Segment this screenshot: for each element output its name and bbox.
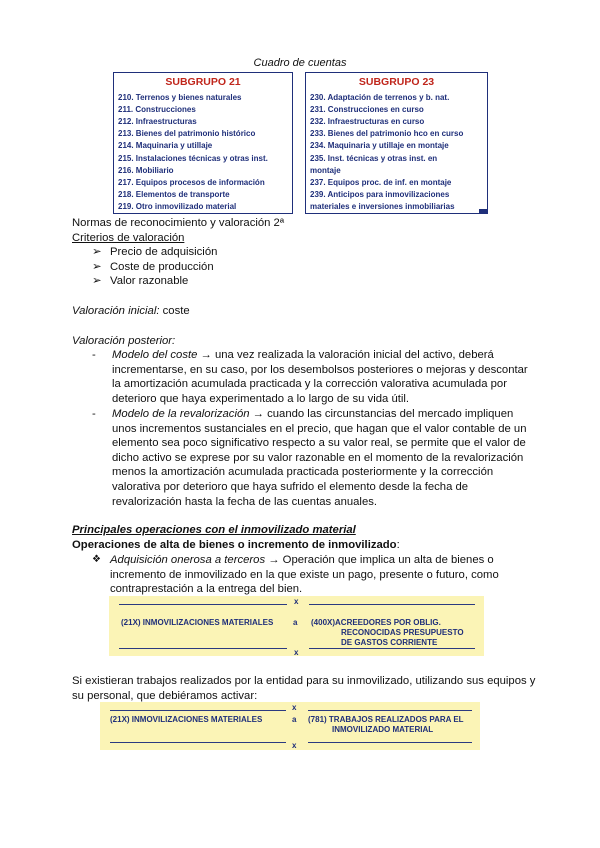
entry-credit-account: DE GASTOS CORRIENTE — [341, 638, 438, 647]
cost-model-line: la amortización acumulada practicada y la corrección valorativa acumulada por — [112, 378, 507, 391]
entry-rule — [308, 710, 472, 711]
subgroup-23-box — [305, 72, 488, 214]
cost-model-paragraph — [112, 348, 532, 406]
entry-x-mark: x — [292, 703, 297, 712]
account-item: montaje — [310, 165, 341, 175]
account-item: 212. Infraestructuras — [118, 117, 197, 126]
subgroup-23-heading: SUBGRUPO 23 — [358, 76, 435, 88]
entry-credit-account: RECONOCIDAS PRESUPUESTO — [341, 628, 464, 637]
entry-x-mark: x — [294, 648, 299, 657]
main-operations-heading: Principales operaciones con el inmovilizado material — [72, 524, 356, 536]
account-item: 218. Elementos de transporte — [118, 190, 230, 200]
initial-valuation-value: coste — [159, 305, 190, 317]
account-item: 215. Instalaciones técnicas y otras inst. — [118, 153, 268, 163]
account-item: 230. Adaptación de terrenos y b. nat. — [310, 92, 450, 102]
entry-rule — [309, 648, 475, 649]
onerous-line: → Operación que implica un alta de bienes o — [265, 554, 494, 566]
entry-debit-account: (21X) INMOVILIZACIONES MATERIALES — [110, 715, 263, 724]
account-item: materiales e inversiones inmobiliarias — [310, 202, 455, 212]
journal-entry-2 — [100, 702, 480, 750]
entry-rule — [119, 648, 287, 649]
account-item: 231. Construcciones en curso — [310, 104, 424, 114]
arrow-bullet-icon: ➢ — [92, 275, 102, 287]
account-item: 216. Mobiliario — [118, 165, 174, 175]
entry-debit-account: (21X) INMOVILIZACIONES MATERIALES — [121, 618, 274, 627]
onerous-line: contraprestación a la entrega del bien. — [110, 583, 303, 596]
criteria-item: Coste de producción — [110, 261, 214, 273]
entry-connector: a — [293, 618, 298, 627]
revaluation-model-line: menos la amortización acumulada practicada posteriormente y la corrección — [112, 466, 494, 479]
account-item: 232. Infraestructuras en curso — [310, 117, 425, 126]
entry-x-mark: x — [292, 741, 297, 750]
own-work-line: Si existieran trabajos realizados por la entidad para su inmovilizado, utilizando sus equipos y — [72, 675, 536, 687]
cost-model-line: incrementarse, en su caso, por los desembolsos posteriores o mejoras y descontar — [112, 363, 528, 376]
arrow-bullet-icon: ➢ — [92, 261, 102, 273]
revaluation-model-line: → cuando las circunstancias del mercado impliquen — [249, 408, 514, 420]
criteria-item: Precio de adquisición — [110, 246, 218, 258]
entry-rule — [119, 604, 287, 605]
cost-model-line: deterioro que haya experimentado a lo largo de su vida útil. — [112, 392, 410, 405]
account-item: 237. Equipos proc. de inf. en montaje — [310, 178, 452, 188]
initial-valuation-label: Valoración inicial: — [72, 305, 160, 317]
subgroup-21-heading: SUBGRUPO 21 — [165, 76, 241, 88]
account-item: 210. Terrenos y bienes naturales — [118, 92, 242, 102]
dash-bullet: - — [92, 408, 96, 420]
entry-credit-account: INMOVILIZADO MATERIAL — [332, 725, 434, 734]
account-item: 219. Otro inmovilizado material — [118, 202, 237, 212]
revaluation-model-label: Modelo de la revalorización — [112, 408, 250, 420]
box-corner-mark — [479, 209, 488, 214]
own-work-paragraph — [72, 674, 542, 703]
entry-rule — [110, 710, 286, 711]
account-item: 213. Bienes del patrimonio histórico — [118, 129, 256, 139]
account-item: 214. Maquinaria y utillaje — [118, 141, 213, 151]
account-item: 233. Bienes del patrimonio hco en curso — [310, 129, 464, 139]
operations-subheading — [72, 538, 400, 553]
onerous-label: Adquisición onerosa a terceros — [110, 554, 266, 566]
onerous-line: incremento de inmovilizado en la que existe un pago, presente o futuro, como — [110, 568, 499, 581]
entry-credit-account: (400X)ACREEDORES POR OBLIG. — [311, 618, 441, 627]
diamond-bullet-icon: ❖ — [92, 554, 101, 565]
entry-rule — [110, 742, 286, 743]
arrow-bullet-icon: ➢ — [92, 246, 102, 258]
entry-rule — [308, 742, 472, 743]
revaluation-model-line: elemento sea poco significativo respecto a su valor real, se permite que el valor de — [112, 437, 526, 450]
account-item: 211. Construcciones — [118, 104, 196, 114]
cost-model-line: → una vez realizada la valoración inicial del activo, deberá — [197, 349, 494, 361]
operations-subheading-colon: : — [396, 539, 400, 551]
revaluation-model-line: valorativa por deterioro que haya sufrido el elemento desde la fecha de — [112, 480, 469, 493]
own-work-line: su personal, que debiéramos activar: — [72, 689, 258, 702]
entry-credit-account: (781) TRABAJOS REALIZADOS PARA EL — [308, 715, 464, 724]
dash-bullet: - — [92, 349, 96, 361]
operations-subheading-text: Operaciones de alta de bienes o incremento de inmovilizado — [72, 539, 397, 551]
account-item: 234. Maquinaria y utillaje en montaje — [310, 141, 449, 151]
criteria-item: Valor razonable — [110, 275, 189, 287]
revaluation-model-line: dicho activo se exprese por su valor razonable en el momento de la revalorización — [112, 451, 524, 464]
page-title: Cuadro de cuentas — [253, 57, 347, 69]
subgroup-21-box — [113, 72, 293, 214]
criteria-heading: Criterios de valoración — [72, 232, 185, 244]
revaluation-model-line: unos incrementos sustanciales en el precio, que hagan que el valor contable de un — [112, 422, 527, 435]
entry-connector: a — [292, 715, 297, 724]
initial-valuation — [72, 304, 190, 319]
entry-rule — [309, 604, 475, 605]
revaluation-model-paragraph — [112, 407, 532, 509]
cost-model-label: Modelo del coste — [112, 349, 198, 361]
posterior-valuation-label: Valoración posterior: — [72, 335, 176, 347]
norms-heading: Normas de reconocimiento y valoración 2ª — [72, 217, 285, 229]
account-item: 217. Equipos procesos de información — [118, 178, 265, 188]
onerous-paragraph — [110, 553, 540, 597]
revaluation-model-line: revalorización hasta la fecha de las cuentas anuales. — [112, 495, 378, 508]
account-item: 235. Inst. técnicas y otras inst. en — [310, 153, 438, 163]
journal-entry-1 — [109, 596, 484, 656]
account-item: 239. Anticipos para inmovilizaciones — [310, 190, 450, 200]
entry-x-mark: x — [294, 597, 299, 606]
